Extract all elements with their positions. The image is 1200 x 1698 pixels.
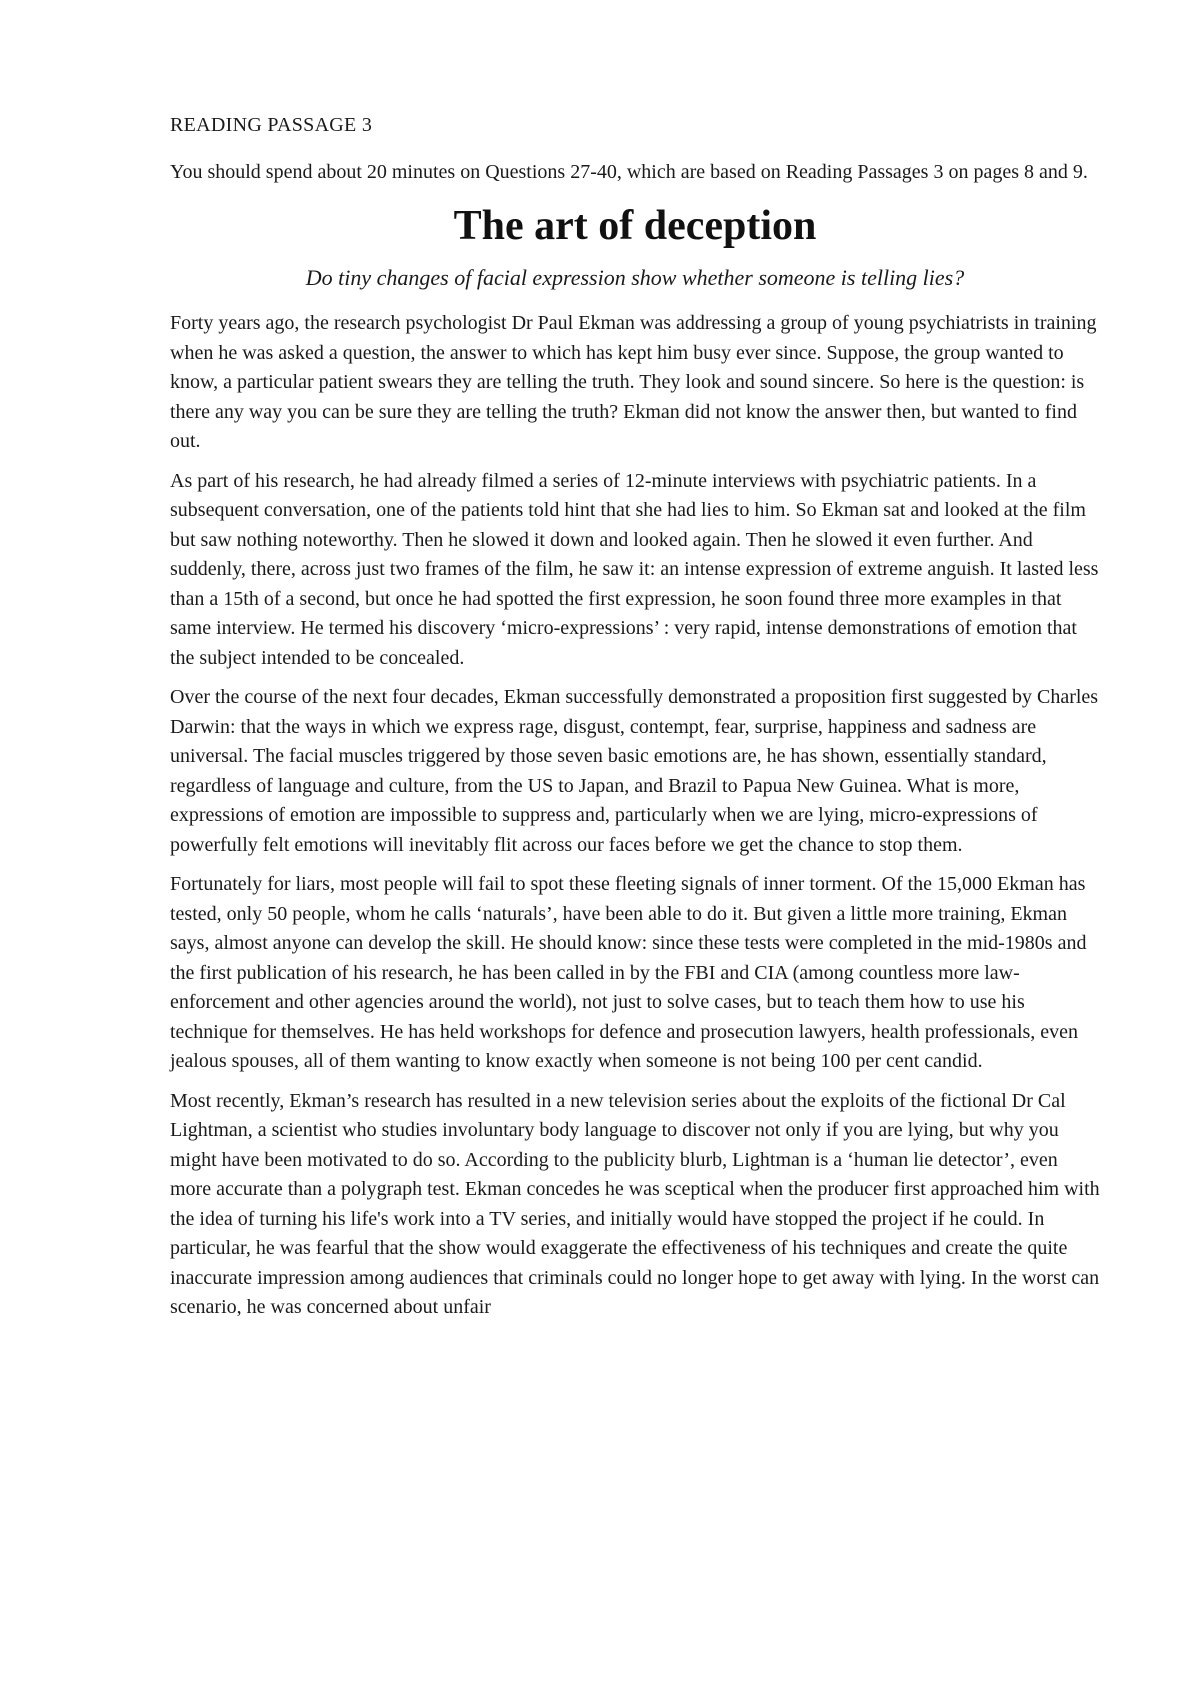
document-page xyxy=(170,112,1100,1333)
paragraph: Most recently, Ekman’s research has resulted in a new television series about the exploits of the fictional Dr Cal Lightman, a scientist who studies involuntary body language to discover not only if you are lying, but why you might have been motivated to do so. According to the publicity blurb, Lightman is a ‘human lie detector’, even more accurate than a polygraph test. Ekman concedes he was sceptical when the producer first approached him with the idea of turning his life's work into a TV series, and initially would have stopped the project if he could. In particular, he was fearful that the show would exaggerate the effectiveness of his techniques and create the quite inaccurate impression among audiences that criminals could no longer hope to get away with lying. In the worst can scenario, he was concerned about unfair xyxy=(170,1089,1100,1318)
paragraph: As part of his research, he had already filmed a series of 12-minute interviews with psychiatric patients. In a subsequent conversation, one of the patients told hint that she had lies to him. So Ekman sat and looked at the film but saw nothing noteworthy. Then he slowed it down and looked again. Then he slowed it even further. And suddenly, there, across just two frames of the film, he saw it: an intense expression of extreme anguish. It lasted less than a 15th of a second, but once he had spotted the first expression, he soon found three more examples in that same interview. He termed his discovery ‘micro-expressions’ : very rapid, intense demonstrations of emotion that the subject intended to be concealed. xyxy=(170,469,1099,669)
paragraph: Fortunately for liars, most people will fail to spot these fleeting signals of inner torment. Of the 15,000 Ekman has tested, only 50 people, whom he calls ‘naturals’, have been able to do it. But given a little more training, Ekman says, almost anyone can develop the skill. He should know: since these tests were completed in the mid-1980s and the first publication of his research, he has been called in by the FBI and CIA (among countless more law- enforcement and other agencies around the world), not just to solve cases, but to teach them how to use his technique for themselves. He has held workshops for defence and prosecution lawyers, health professionals, even jealous spouses, all of them wanting to know exactly when someone is not being 100 per cent candid. xyxy=(170,873,1087,1072)
paragraph: Over the course of the next four decades, Ekman successfully demonstrated a proposition first suggested by Charles Darwin: that the ways in which we express rage, disgust, contempt, fear, surprise, happiness and sadness are universal. The facial muscles triggered by those seven basic emotions are, he has shown, essentially standard, regardless of language and culture, from the US to Japan, and Brazil to Papua New Guinea. What is more, expressions of emotion are impossible to suppress and, particularly when we are lying, micro-expressions of powerfully felt emotions will inevitably flit across our faces before we get the chance to stop them. xyxy=(170,686,1099,856)
passage-title: The art of deception xyxy=(453,203,817,249)
section-label: READING PASSAGE 3 xyxy=(170,114,373,136)
passage-subtitle: Do tiny changes of facial expression show whether someone is telling lies? xyxy=(305,265,965,290)
instructions-text: You should spend about 20 minutes on Questions 27-40, which are based on Reading Passages 3 on pages 8 and 9. xyxy=(170,161,1088,183)
paragraph: Forty years ago, the research psychologist Dr Paul Ekman was addressing a group of young psychiatrists in training when he was asked a question, the answer to which has kept him busy ever since. Suppose, the group wanted to know, a particular patient swears they are telling the truth. They look and sound sincere. So here is the question: is there any way you can be sure they are telling the truth? Ekman did not know the answer then, but wanted to find out. xyxy=(170,312,1097,452)
